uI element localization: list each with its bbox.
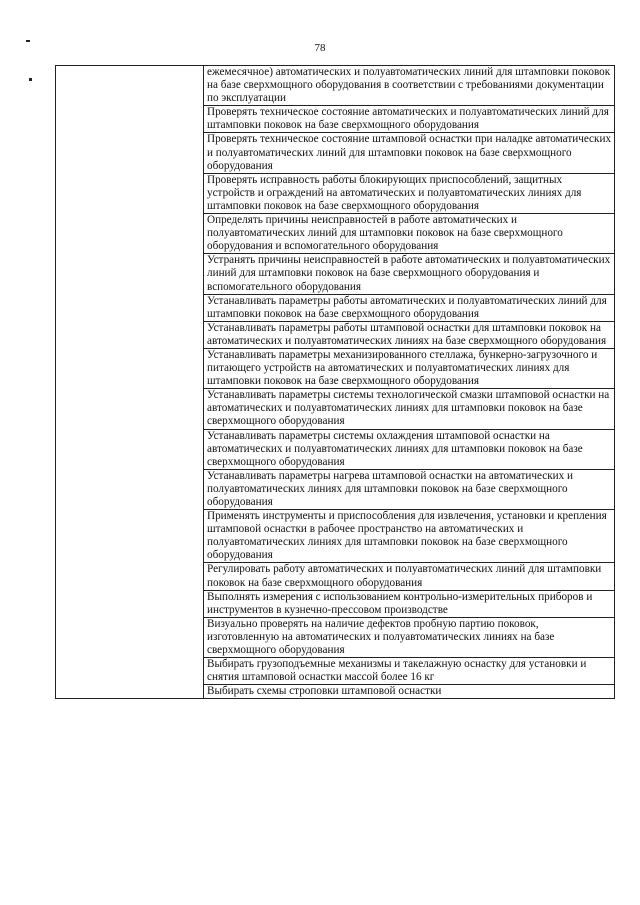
table-cell: Устанавливать параметры механизированного стеллажа, бункерно-загрузочного и питающего устройств на автоматических и полуавтоматических линиях для штамповки поковок на базе сверхмощного оборудования xyxy=(204,348,615,388)
left-column-cell xyxy=(56,66,204,699)
table-cell: Устранять причины неисправностей в работе автоматических и полуавтоматических линий для штамповки поковок на базе сверхмощного оборудования и вспомогательного оборудования xyxy=(204,254,615,294)
table-cell: Устанавливать параметры работы автоматических и полуавтоматических линий для штамповки поковок на базе сверхмощного оборудования xyxy=(204,294,615,321)
table-cell: Выполнять измерения с использованием контрольно-измерительных приборов и инструментов в кузнечно-прессовом производстве xyxy=(204,590,615,617)
margin-mark xyxy=(26,40,30,42)
table-cell: Устанавливать параметры работы штамповой оснастки для штамповки поковок на автоматических и полуавтоматических линиях на базе сверхмощного оборудования xyxy=(204,321,615,348)
table-cell: Проверять техническое состояние автоматических и полуавтоматических линий для штамповки поковок на базе сверхмощного оборудования xyxy=(204,106,615,133)
margin-mark xyxy=(29,78,32,81)
table-cell: Регулировать работу автоматических и полуавтоматических линий для штамповки поковок на базе сверхмощного оборудования xyxy=(204,563,615,590)
table-cell: Визуально проверять на наличие дефектов пробную партию поковок, изготовленную на автоматических и полуавтоматических линиях на базе сверхмощного оборудования xyxy=(204,617,615,657)
skills-table-body xyxy=(56,66,615,699)
table-cell: Выбирать схемы строповки штамповой оснастки xyxy=(204,685,615,699)
table-cell: Проверять техническое состояние штамповой оснастки при наладке автоматических и полуавтоматических линий для штамповки поковок на базе сверхмощного оборудования xyxy=(204,133,615,173)
table-cell: Устанавливать параметры системы технологической смазки штамповой оснастки на автоматических и полуавтоматических линиях для штамповки поковок на базе сверхмощного оборудования xyxy=(204,389,615,429)
skills-table xyxy=(55,65,615,699)
table-cell: Устанавливать параметры системы охлаждения штамповой оснастки на автоматических и полуавтоматических линиях для штамповки поковок на базе сверхмощного оборудования xyxy=(204,429,615,469)
table-cell: Определять причины неисправностей в работе автоматических и полуавтоматических линий для штамповки поковок на базе сверхмощного оборудования и вспомогательного оборудования xyxy=(204,214,615,254)
page-number: 78 xyxy=(314,42,326,54)
table-cell: Применять инструменты и приспособления для извлечения, установки и крепления штамповой оснастки в рабочее пространство на автоматических и полуавтоматических линиях для штамповки поковок на базе сверхмощного оборудования xyxy=(204,510,615,563)
table-cell: Выбирать грузоподъемные механизмы и такелажную оснастку для установки и снятия штамповой оснастки массой более 16 кг xyxy=(204,658,615,685)
table-cell: ежемесячное) автоматических и полуавтоматических линий для штамповки поковок на базе сверхмощного оборудования в соответствии с требованиями документации по эксплуатации xyxy=(204,66,615,106)
table-cell: Проверять исправность работы блокирующих приспособлений, защитных устройств и ограждений на автоматических и полуавтоматических линиях для штамповки поковок на базе сверхмощного оборудования xyxy=(204,173,615,213)
table-row xyxy=(56,66,615,106)
table-cell: Устанавливать параметры нагрева штамповой оснастки на автоматических и полуавтоматических линиях для штамповки поковок на базе сверхмощного оборудования xyxy=(204,469,615,509)
